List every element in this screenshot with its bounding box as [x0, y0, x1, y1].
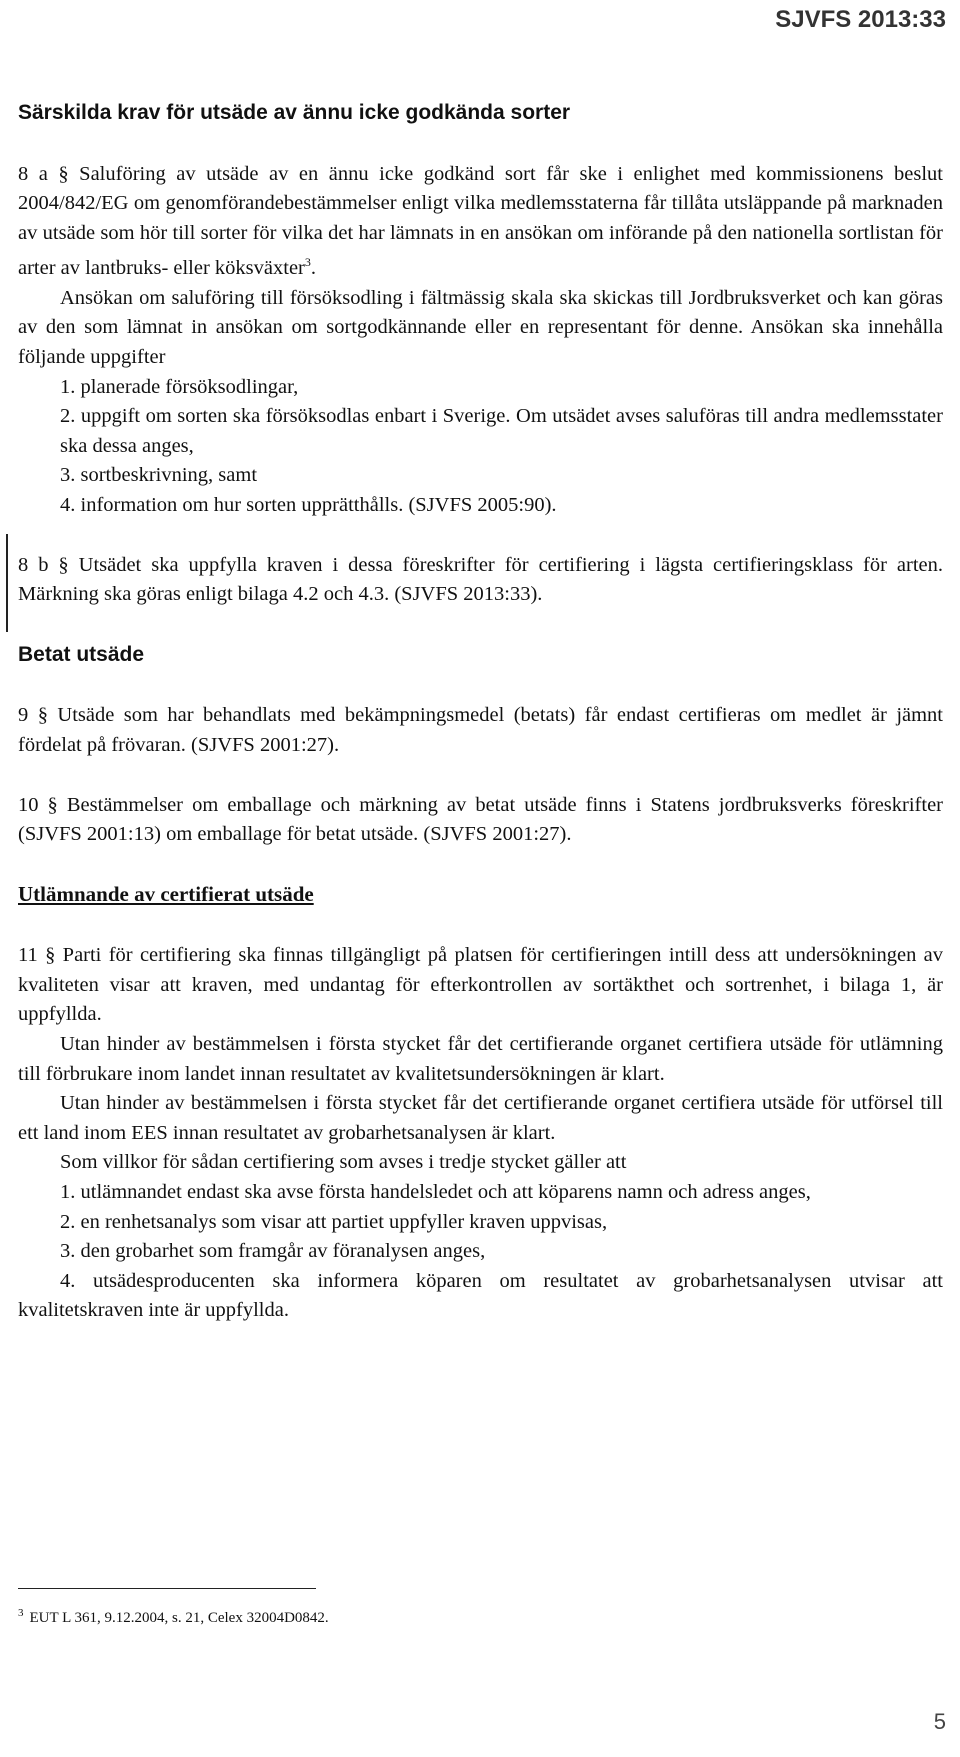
footnote-divider [18, 1588, 316, 1589]
list-item: 2. uppgift om sorten ska försöksodlas enbart i Sverige. Om utsädet avses saluföras till andra medlemsstater ska dessa anges, [60, 405, 943, 457]
paragraph-9: 9 § Utsäde som har behandlats med bekämpningsmedel (betats) får endast certifieras om medlet är jämnt fördelat på frövaran. (SJVFS 2001:27). [18, 704, 943, 756]
footnote-number: 3 [18, 1607, 24, 1619]
section-heading-untested-varieties: Särskilda krav för utsäde av ännu icke godkända sorter [18, 101, 571, 124]
paragraph-8a: 8 a § Saluföring av utsäde av en ännu icke godkänd sort får ske i enlighet med kommissionens beslut 2004/842/EG om genomförandebestämmelser enligt vilka medlemsstaterna får tillåta utsläppande på marknaden av utsäde som hör till sorter för vilka det har lämnats in en ansökan om införande på den nationella sortlistan för arter av lantbruks- eller köksväxter$^3$. [18, 162, 943, 280]
document-id-header: SJVFS 2013:33 [775, 6, 946, 33]
paragraph-11-third: Utan hinder av bestämmelsen i första stycket får det certifierande organet certifiera utsäde för utförsel till ett land inom EES innan resultatet av grobarhetsanalysen är klart. [18, 1092, 943, 1144]
list-item: 3. den grobarhet som framgår av föranalysen anges, [60, 1240, 486, 1263]
footnote-text: EUT L 361, 9.12.2004, s. 21, Celex 32004D0842. [29, 1610, 329, 1626]
paragraph-11-fourth: Som villkor för sådan certifiering som avses i tredje stycket gäller att [60, 1151, 627, 1174]
paragraph-8b: 8 b § Utsädet ska uppfylla kraven i dessa föreskrifter för certifiering i lägsta certifieringsklass för arten. Märkning ska göras enligt bilaga 4.2 och 4.3. (SJVFS 2013:33). [18, 553, 943, 606]
list-item: 3. sortbeskrivning, samt [60, 464, 258, 487]
section-heading-treated-seed: Betat utsäde [18, 642, 145, 666]
page-number: 5 [933, 1709, 946, 1734]
paragraph-8a-second: Ansökan om saluföring till försöksodling i fältmässig skala ska skickas till Jordbruksverket och kan göras av den som lämnat in ansökan om sortgodkännande eller en representant för denne. Ansökan ska innehålla följande uppgifter [18, 286, 943, 368]
section-heading-certified-seed: Utlämnande av certifierat utsäde [18, 881, 314, 906]
list-item: 4. information om hur sorten upprätthålls. (SJVFS 2005:90). [60, 493, 557, 516]
footnote-reference: 3 [304, 255, 311, 270]
paragraph-10: 10 § Bestämmelser om emballage och märkning av betat utsäde finns i Statens jordbruksverks föreskrifter (SJVFS 2001:13) om emballage för betat utsäde. (SJVFS 2001:27). [18, 793, 943, 846]
paragraph-11-second: Utan hinder av bestämmelsen i första stycket får det certifierande organet certifiera utsäde för utlämning till förbrukare inom landet innan resultatet av kvalitetsundersökningen är klart. [18, 1033, 943, 1085]
list-item: 1. planerade försöksodlingar, [60, 375, 299, 398]
list-item: 2. en renhetsanalys som visar att partiet uppfyller kraven uppvisas, [60, 1210, 608, 1233]
list-item: 1. utlämnandet endast ska avse första handelsledet och att köparens namn och adress anges, [60, 1181, 811, 1204]
list-8a [18, 373, 943, 521]
paragraph-11: 11 § Parti för certifiering ska finnas tillgängligt på platsen för certifieringen intill dess att undersökningen av kvaliteten visar att kraven, med undantag för efterkontrollen av sortäkthet och sortrenhet, i bilaga 1, är uppfyllda. [18, 944, 943, 1026]
footnote [18, 1607, 329, 1627]
list-item: 4. utsädesproducenten ska informera köparen om resultatet av grobarhetsanalysen utvisar att kvalitetskraven inte är uppfyllda. [18, 1269, 943, 1322]
document-body [18, 98, 943, 1326]
change-bar [6, 534, 8, 632]
